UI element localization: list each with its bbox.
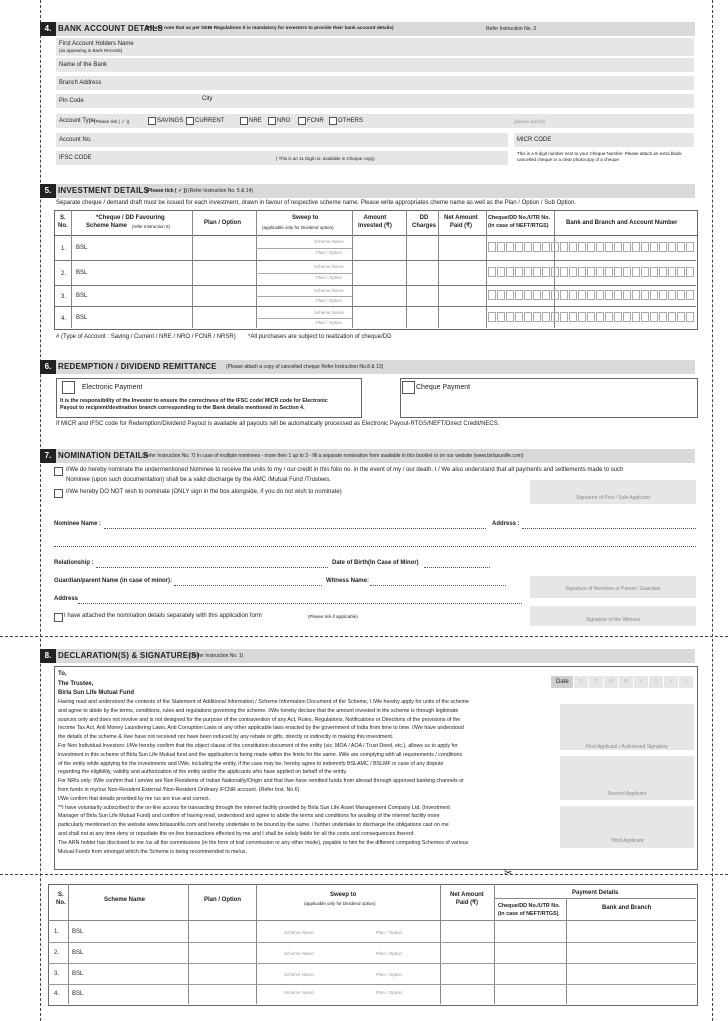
section-5-header [40,184,695,198]
slip-col-plan: Plan / Option [204,897,241,903]
declaration-line: **I have voluntarily subscribed to the on-line access for transacting through the internet facility provided by Birla Sun Life Asset Management Company Ltd. (Investment [58,804,450,811]
slip-sweep-scheme-hint: Scheme Name [284,990,314,995]
declaration-line: For NRIs only: I/We confirm that I am/we are Non Residents of Indian Nationality/Origin and that I/we have remitted funds from abroad through approved banking channels or [58,778,464,785]
section-number: 7. [40,449,56,463]
section-title: NOMINATION DETAILS [58,451,149,460]
declaration-line: investment in this scheme of Birla Sun Life Mutual fund and the application is being made within the limits for the same. I/We are complying with all requirements / conditions [58,751,463,758]
col-bank: Bank and Branch and Account Number [566,220,678,226]
auto-electronic-note: If MICR and IFSC code for Redemption/Dividend Payout is available all payouts will be automatically processed as Electronic Payout-RTGS/NEFT/Direct Credit/NECS. [56,421,500,427]
slip-row[interactable] [48,964,696,984]
section-8-header [40,649,695,663]
others-checkbox[interactable] [329,117,337,125]
nro-checkbox[interactable] [268,117,276,125]
col-amount: Amount Invested (₹) [358,215,392,229]
section-title: REDEMPTION / DIVIDEND REMITTANCE [58,362,217,371]
nominee-name-field[interactable] [104,528,486,529]
slip-sweep-plan-hint: Plan / Option [376,972,403,977]
witness-address-label: Address [54,596,79,602]
first-holder-label: First Account Holders Name [59,41,134,47]
nominate-checkbox[interactable] [54,467,63,476]
account-type-footnote: # (Type of Account : Saving / Current / NRE / NRO / FCNR / NRSR) [56,334,236,340]
slip-sweep-scheme-hint: Scheme Name [284,972,314,977]
col-scheme-ref: (refer Instruction 5) [132,224,171,229]
declaration-line: Manager of Birla Sun Life Mutual Fund) and confirm of having read, understood and agree to abide the terms and conditions for availing of the internet facility more [58,813,440,820]
others-label: OTHERS [338,118,364,124]
slip-row-number: 4. [54,991,60,997]
date-digit[interactable]: Y [679,676,693,688]
slip-sweep-plan-hint: Plan / Option [376,990,403,995]
section-4-header [40,22,695,36]
witness-sign-box[interactable] [530,606,696,626]
date-digit[interactable]: Y [664,676,678,688]
declaration-line: from funds in my/our Non-Resident External /Non-Resident Ordinary /FCNR account. (Refer Inst. No.6) [58,787,300,793]
row-scheme-prefix: BSL [76,293,88,299]
cheque-payment-label: Cheque Payment [416,384,471,391]
date-digit[interactable]: M [604,676,618,688]
nominate-text-1: I/We do hereby nominate the undermentioned Nominee to receive the units to my / our credit in this folio no. in the event of my / our death. I / We also understand that all payments and settlements made to such [66,467,624,473]
section-7-header [40,449,695,463]
section-ref: (Refer Instruction No. 1) [190,653,244,659]
nominate-text-2: Nominee (upon such documentation) shall be a valid discharge by the AMC /Mutual Fund /Trustees. [66,477,331,483]
declaration-line: and shall not at any time deny or repudiate the on-line transactions effected by me and I shall be solely liable for all the costs and consequences thereof. [58,831,415,837]
section-note: (Please attach a copy of cancelled cheque Refer Instruction No.8 & 13) [226,364,384,370]
cut-line-right [712,0,713,1021]
col-sno: S. No. [58,215,68,229]
slip-row[interactable] [48,943,696,963]
nominee-name-label: Nominee Name : [54,521,102,527]
nominee-address-label: Address : [492,521,520,527]
slip-row-prefix: BSL [72,929,84,935]
section-number: 5. [40,184,56,198]
sig3-label: Third Applicant [610,838,644,844]
micr-row[interactable] [514,133,694,147]
cheque-digits[interactable] [488,267,695,277]
guardian-field[interactable] [174,585,322,586]
col-net-amount: Net Amount Paid (₹) [444,215,478,229]
cut-line-left [40,0,41,1021]
declaration-line: of the entity while applying for the investments and I/We, including the entity, if the case may be, hereby agree to indemnify BSLAMC / BSLMF in case of any dispute [58,760,444,767]
sig-nominee-label: Signature of Nominee or Parent / Guardian [565,586,661,592]
slip-col-net: Net Amount Paid (₹) [450,892,484,906]
witness-address-field[interactable] [78,603,522,604]
ifsc-row[interactable] [56,151,508,165]
investment-row[interactable] [54,307,696,328]
account-no-row[interactable] [56,133,508,147]
ifsc-note: ( This is an 11 Digit no. available in Cheque copy) [276,156,375,161]
slip-header-divider [48,920,696,921]
savings-checkbox[interactable] [148,117,156,125]
slip-col-payment: Payment Details [572,890,619,896]
dob-label: Date of Birth(In Case of Minor) [332,560,419,566]
account-type-row [56,114,694,128]
row-sweep-scheme-hint: Scheme Name [314,264,344,269]
nominee-address-field[interactable] [522,528,696,529]
first-holder-row[interactable] [56,38,694,56]
please-tick-note: (Please tick ( ✓ )) [146,188,187,194]
declaration-line: The ARN holder has disclosed to me /us all the commissions (in the form of trail commission or any other mode), payable to him for the different competing Schemes of various [58,839,469,846]
attached-nomination-note: (Please tick if applicable) [308,614,358,619]
date-digit[interactable]: D [589,676,603,688]
declaration-to: To, [58,671,67,677]
attached-nomination-text: I have attached the nomination details separately with this application form [64,613,262,619]
address-continuation-field[interactable] [54,546,696,547]
row-sweep-plan-hint: Plan / Option [316,250,343,255]
sweep-divider [256,248,352,249]
date-field[interactable] [574,676,693,688]
section-ref: (Refer Instruction No. 5 & 14) [188,188,254,194]
investment-instruction: Separate cheque / demand draft must be issued for each investment, drawn in favour of respective scheme name. Please write appropriates cheme name as well as the Plan / Option / Sub Option. [56,200,576,206]
row-number: 3. [61,294,67,300]
row-scheme-prefix: BSL [76,270,88,276]
slip-col-cheque-no: Cheque/DD No./UTR No. (in case of NEFT/RTGS) [498,903,560,917]
slip-sweep-plan-hint: Plan / Option [376,951,403,956]
slip-sweep-scheme-hint: Scheme Name [284,930,314,935]
electronic-payment-checkbox[interactable] [62,381,75,394]
col-sweep: Sweep to [292,215,319,221]
investment-row[interactable] [54,261,696,285]
pin-label: Pin Code [59,98,84,104]
date-digit[interactable]: Y [634,676,648,688]
section-number: 4. [40,22,56,36]
slip-sweep-scheme-hint: Scheme Name [284,951,314,956]
do-not-nominate-text: I/We hereby DO NOT wish to nominate (ONLY sign in the box alongside, if you do not wish to nominate) [66,489,342,495]
scissors-icon: ✂ [504,868,513,879]
account-type-label: Account Type [59,118,96,124]
account-no-label: Account No. [59,137,92,143]
declaration-line: Income Tax Act, Anti Money Laundering Laws, Anti Corruption Laws or any other applicable laws enacted by the government of India from time to time. I/We have understood [58,725,464,732]
slip-row-number: 1. [54,929,60,935]
section-title: BANK ACCOUNT DETAILS [58,24,163,33]
row-sweep-plan-hint: Plan / Option [316,275,343,280]
declaration-line: sources only and does not involve and is not designed for the purpose of the contravention of any Act, Rules, Regulations, Notifications or Directions of the provisions of the [58,716,461,723]
micr-label: MICR CODE [517,137,552,143]
row-number: 1. [61,246,67,252]
witness-field[interactable] [370,585,506,586]
witness-label: Witness Name: [326,578,369,584]
row-sweep-plan-hint: Plan / Option [316,320,343,325]
cut-line-middle [0,636,728,637]
first-holder-sublabel: (as appearing in Bank Records) [59,48,123,53]
current-label: CURRENT [195,118,225,124]
do-not-nominate-checkbox[interactable] [54,489,63,498]
declaration-trustee: The Trustee, [58,681,94,687]
slip-payment-divider [494,898,696,899]
slip-row[interactable] [48,922,696,942]
slip-col-scheme: Scheme Name [104,897,146,903]
fcnr-label: FCNR [307,118,324,124]
branch-address-row[interactable] [56,76,694,90]
section-ref: Refer Instruction No. 3 [486,26,537,32]
section-title: INVESTMENT DETAILS [58,186,150,195]
cheque-digits[interactable] [488,242,695,252]
cheque-digits[interactable] [488,290,695,300]
section-number: 6. [40,360,56,374]
col-scheme-name: Scheme Name [86,223,128,229]
date-digit[interactable]: Y [649,676,663,688]
bank-name-label: Name of the Bank [59,62,108,68]
row-sweep-scheme-hint: Scheme Name [314,288,344,293]
row-sweep-plan-hint: Plan / Option [316,298,343,303]
sweep-divider [256,273,352,274]
col-cheque-favouring: *Cheque / DD Favouring [96,215,165,221]
cheque-payment-checkbox[interactable] [402,381,415,394]
declaration-line: Having read and understood the contents of the Statement of Additional Information / Scheme Information Document of the Scheme, I /We hereby apply for units of the scheme [58,699,469,705]
date-digit[interactable]: M [619,676,633,688]
nre-label: NRE [249,118,262,124]
row-sweep-scheme-hint: Scheme Name [314,310,344,315]
slip-col-sweep-sub: (applicable only for Dividend option) [304,901,376,906]
col-dd-charges: DD Charges [412,215,437,229]
declaration-line: For Non Individual Investors: I/We hereby confirm that the object clause of the constitution document of the entity (viz. MOA / AOA / Trust Deed, etc.), allows us to apply for [58,743,458,749]
date-label-box [551,676,573,688]
please-specify-hint: (please specify) [514,119,546,124]
section-number: 8. [40,649,56,663]
sig1-label: First Applicant / Authorised Signatory [586,744,668,750]
col-sweep-sub: (applicable only for Dividend option) [262,225,334,230]
realization-footnote: *All purchases are subject to realization of cheque/DD [248,334,392,340]
row-scheme-prefix: BSL [76,245,88,251]
date-digit[interactable]: D [574,676,588,688]
relationship-label: Relationship : [54,560,94,566]
sig-first-label: Signature of First / Sole Applicant [576,495,650,501]
investment-row[interactable] [54,236,696,260]
sig-witness-label: Signature of the Witness [585,617,641,623]
nro-label: NRO [277,118,291,124]
please-tick-note: (Please tick ( ✓ )) [94,119,130,124]
slip-col-bank: Bank and Branch [602,905,652,911]
city-label: City [202,96,213,102]
date-label: Date [556,679,569,685]
col-cheque-no: Cheque/DD No./UTR No. (in case of NEFT/RTGS) [488,215,550,229]
sig2-label: Second Applicant [607,791,647,797]
slip-col-sweep: Sweep to [330,892,357,898]
row-number: 4. [61,316,67,322]
row-number: 2. [61,271,67,277]
slip-row-prefix: BSL [72,971,84,977]
electronic-payment-label: Electronic Payment [82,384,143,391]
nre-checkbox[interactable] [240,117,248,125]
section-title: DECLARATION(S) & SIGNATURE(S) [58,651,200,660]
attached-nomination-checkbox[interactable] [54,613,63,622]
relationship-field[interactable] [96,567,328,568]
section-6-header [40,360,695,374]
declaration-line: the details of the scheme & I/we have not received nor have been induced by any rebate or gifts, directly or indirectly in making this investment. [58,734,394,741]
branch-address-label: Branch Address [59,80,102,86]
row-scheme-prefix: BSL [76,315,88,321]
pin-city-row[interactable] [56,94,694,108]
declaration-line: particularly mentioned on the website www.birlasunlife.com and hereby undertake to be bound by the same. I further undertake to discharge the obligations cast on me [58,822,449,829]
micr-note: This is a 9 digit number next to your Cheque Number. Please attach an extra blank cancelled cheque or a clear photocopy of a cheque [517,151,682,162]
sweep-divider [256,318,352,319]
guardian-label: Guardian/parent Name (in case of minor): [54,578,173,584]
slip-row-number: 2. [54,950,60,956]
declaration-line: regarding the eligibility, validity and authorization of the entity and/or the applicants who have applied on behalf of the entity. [58,769,347,776]
fcnr-checkbox[interactable] [298,117,306,125]
declaration-line: Mutual Funds from amongst which the Scheme is being recommended to me/us. [58,848,248,855]
slip-col-sno: S. No. [56,892,66,906]
responsibility-line-2: Payout to recipient/destination branch corresponding to the Bank details mentioned in Section 4. [60,405,305,411]
section-note: (Please note that as per SEBI Regulations it is mandatory for investors to provide their bank account details) [146,26,394,31]
investment-row[interactable] [54,286,696,306]
cheque-digits[interactable] [488,312,695,322]
slip-row-prefix: BSL [72,991,84,997]
dob-field[interactable] [424,567,490,568]
row-sweep-scheme-hint: Scheme Name [314,239,344,244]
cut-line-slip [0,874,728,875]
declaration-line: I/We confirm that details provided by me /us are true and correct. [58,795,211,802]
declaration-line: and agree to abide by the terms, conditions, rules and regulations governing the scheme. I/We hereby declare that the amount invested in the scheme is through legitimate [58,707,459,714]
declaration-fund: Birla Sun Life Mutual Fund [58,690,134,696]
col-plan-option: Plan / Option [204,220,241,226]
section-note: (Refer Instruction No. 7) In case of multiple nominees - more then 1 up to 3 - fill a separate nomination form available in this booklet or on our website (www.birlasunlife.com) [142,453,524,459]
bank-name-row[interactable] [56,58,694,72]
savings-label: SAVINGS [157,118,184,124]
slip-row[interactable] [48,985,696,1004]
ifsc-label: IFSC CODE [59,155,92,161]
responsibility-line-1: It is the responsibility of the Investor to ensure the correctness of the IFSC code/ MICR code for Electronic [60,398,328,404]
slip-sweep-plan-hint: Plan / Option [376,930,403,935]
slip-row-prefix: BSL [72,950,84,956]
sweep-divider [256,296,352,297]
slip-row-number: 3. [54,971,60,977]
current-checkbox[interactable] [186,117,194,125]
